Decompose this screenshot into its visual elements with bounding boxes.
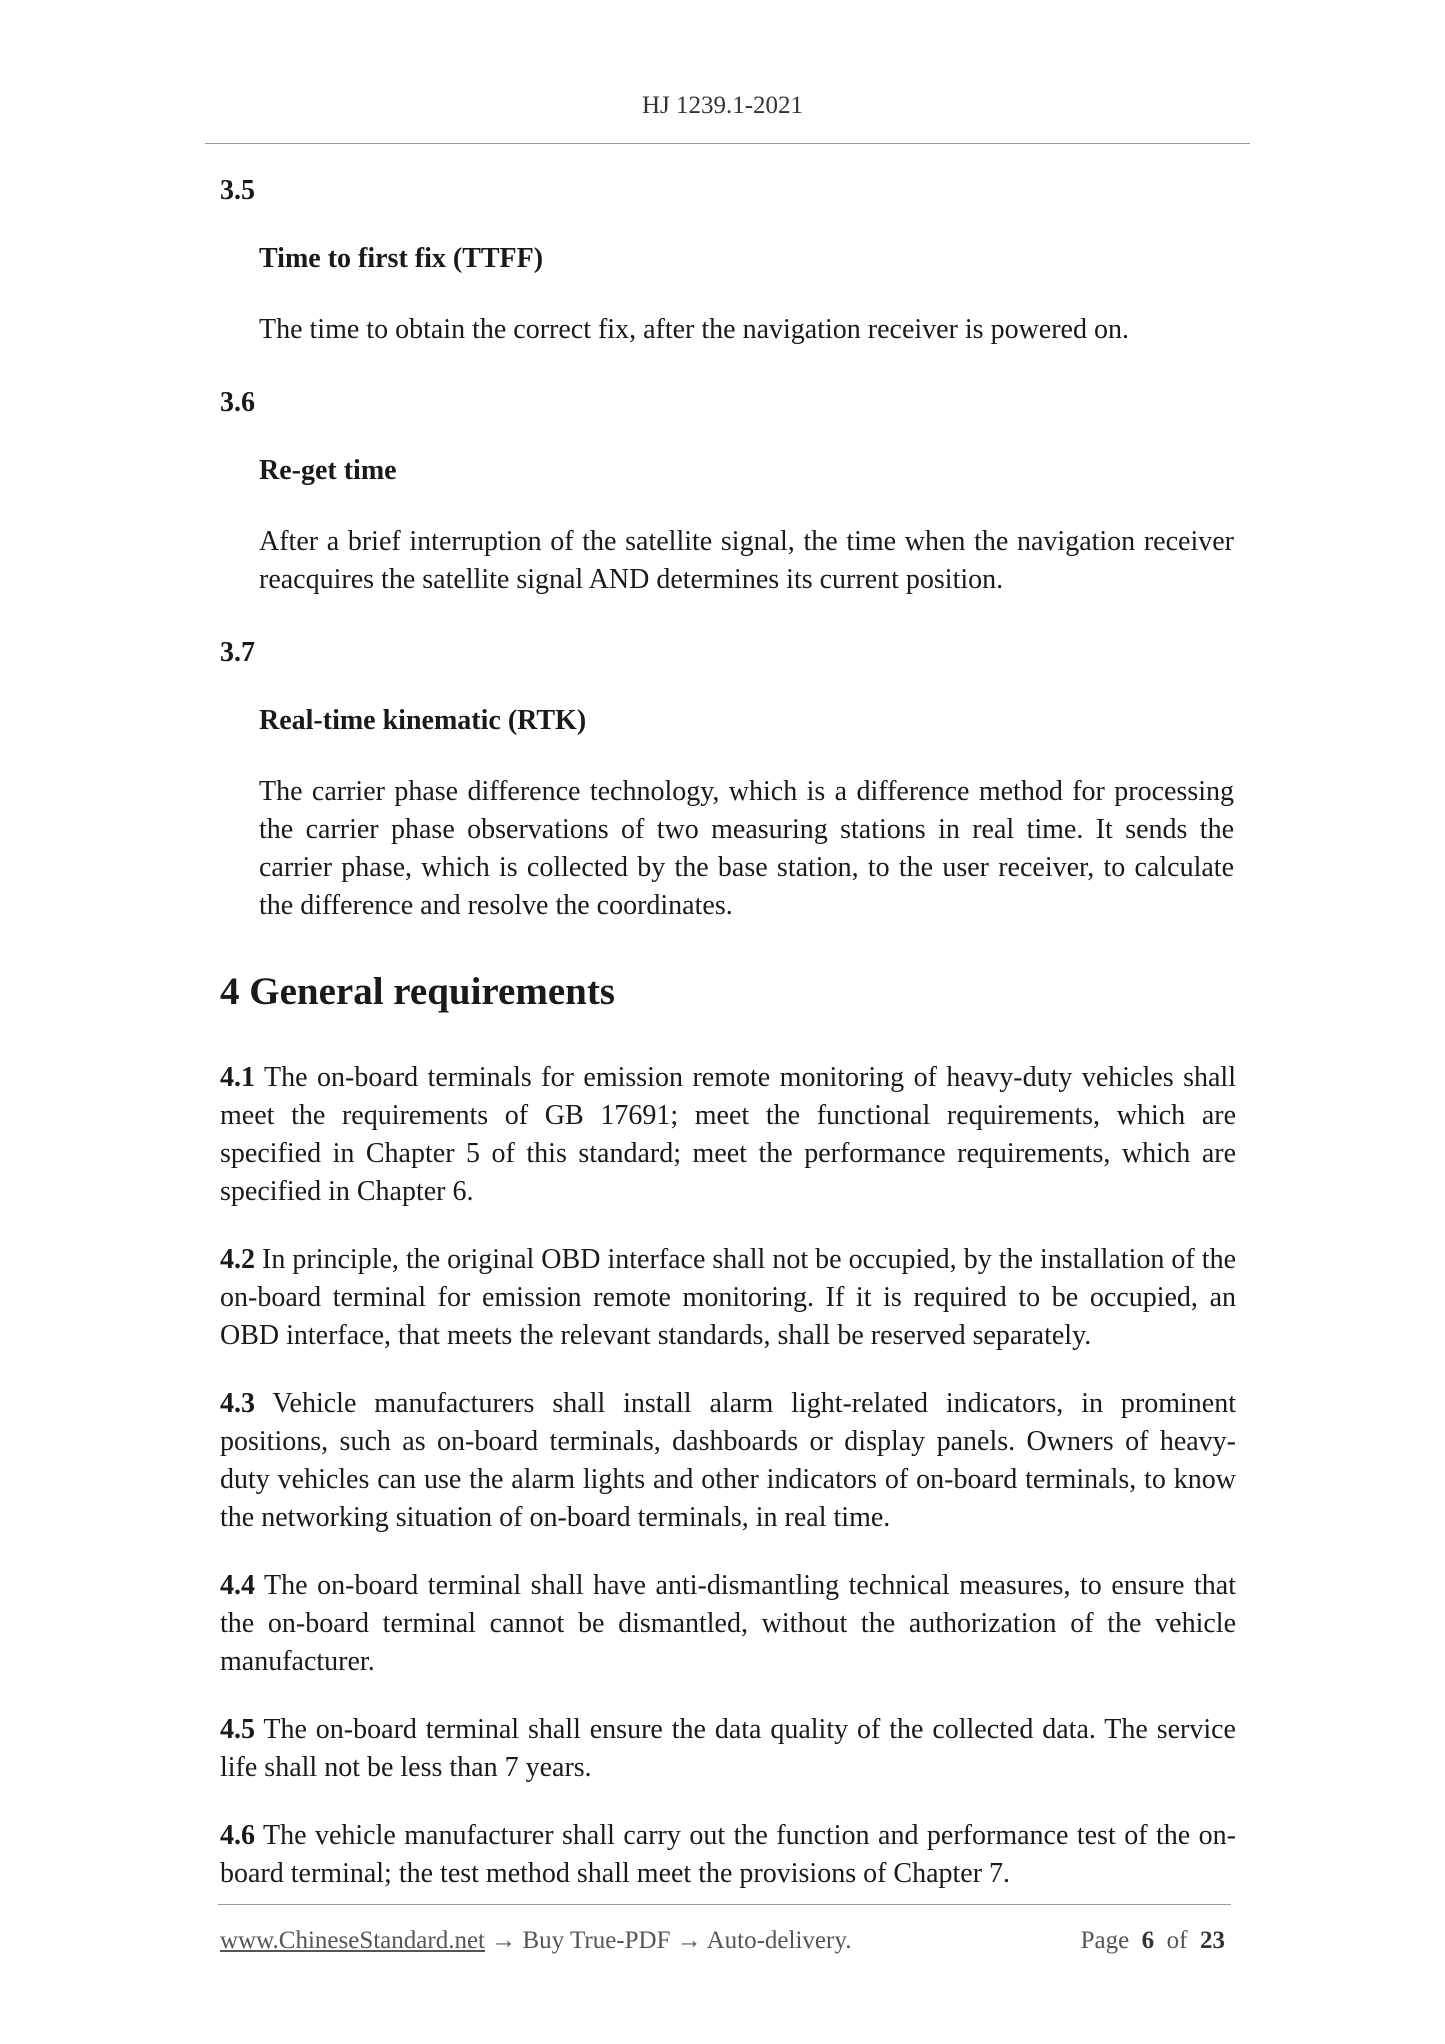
clause-number: 4.3	[220, 1388, 255, 1419]
clause-paragraph	[220, 1385, 1236, 1537]
clause-text: Vehicle manufacturers shall install alarm light-related indicators, in prominent positions, such as on-board terminals, dashboards or display panels. Owners of heavy-duty vehicles can use the alarm lights and other indicators of on-board terminals, to know the networking situation of on-board terminals, in real time.	[220, 1388, 1236, 1533]
clause-text: In principle, the original OBD interface shall not be occupied, by the installation of the on-board terminal for emission remote monitoring. If it is required to be occupied, an OBD interface, that meets the relevant standards, shall be reserved separately.	[220, 1244, 1236, 1351]
term-number: 3.5	[220, 175, 255, 206]
clause-paragraph	[220, 1241, 1236, 1355]
buy-pdf-text: Buy True-PDF	[522, 1927, 671, 1954]
page-current: 6	[1141, 1927, 1155, 1954]
clause-paragraph	[220, 1059, 1236, 1211]
footer-divider	[218, 1904, 1231, 1905]
arrow-right-icon: →	[485, 1927, 523, 1954]
term-number: 3.7	[220, 637, 255, 668]
term-entry	[220, 637, 1236, 925]
term-entry	[220, 387, 1236, 599]
clause-number: 4.5	[220, 1714, 255, 1745]
page-total: 23	[1200, 1927, 1225, 1954]
clause-number: 4.6	[220, 1820, 255, 1851]
term-entry	[220, 175, 1236, 349]
clause-number: 4.4	[220, 1570, 255, 1601]
clause-text: The vehicle manufacturer shall carry out the function and performance test of the on-board terminal; the test method shall meet the provisions of Chapter 7.	[220, 1820, 1236, 1889]
term-name: Time to first fix (TTFF)	[259, 243, 544, 274]
term-definition: The carrier phase difference technology, which is a difference method for processing the carrier phase observations of two measuring stations in real time. It sends the carrier phase, which is collected by the base station, to the user receiver, to calculate the difference and resolve the coordinates.	[259, 776, 1234, 921]
term-number: 3.6	[220, 387, 255, 418]
clause-text: The on-board terminal shall ensure the data quality of the collected data. The service life shall not be less than 7 years.	[220, 1714, 1236, 1783]
page-indicator	[1081, 1927, 1225, 1955]
header-divider	[205, 143, 1250, 144]
clause-paragraph	[220, 1567, 1236, 1681]
clause-number: 4.2	[220, 1244, 255, 1275]
clause-paragraph	[220, 1711, 1236, 1787]
page-content	[220, 175, 1236, 1923]
clause-paragraph	[220, 1817, 1236, 1893]
term-definition: After a brief interruption of the satellite signal, the time when the navigation receiver reacquires the satellite signal AND determines its current position.	[259, 526, 1234, 595]
clause-number: 4.1	[220, 1062, 255, 1093]
page-label: Page	[1080, 1927, 1130, 1954]
auto-delivery-text: Auto-delivery.	[706, 1927, 852, 1954]
document-code-header: HJ 1239.1-2021	[641, 92, 804, 119]
term-definition: The time to obtain the correct fix, after the navigation receiver is powered on.	[259, 314, 1129, 345]
clause-text: The on-board terminals for emission remote monitoring of heavy-duty vehicles shall meet the requirements of GB 17691; meet the functional requirements, which are specified in Chapter 5 of this standard; meet the performance requirements, which are specified in Chapter 6.	[220, 1062, 1236, 1207]
clause-text: The on-board terminal shall have anti-dismantling technical measures, to ensure that the on-board terminal cannot be dismantled, without the authorization of the vehicle manufacturer.	[220, 1570, 1236, 1677]
term-name: Real-time kinematic (RTK)	[259, 705, 587, 736]
term-name: Re-get time	[259, 455, 397, 486]
footer-promo	[220, 1927, 851, 1955]
section-heading: 4 General requirements	[220, 970, 615, 1013]
arrow-right-icon: →	[670, 1927, 707, 1954]
website-link[interactable]: www.ChineseStandard.net	[220, 1927, 485, 1954]
page-of-label: of	[1166, 1927, 1188, 1954]
